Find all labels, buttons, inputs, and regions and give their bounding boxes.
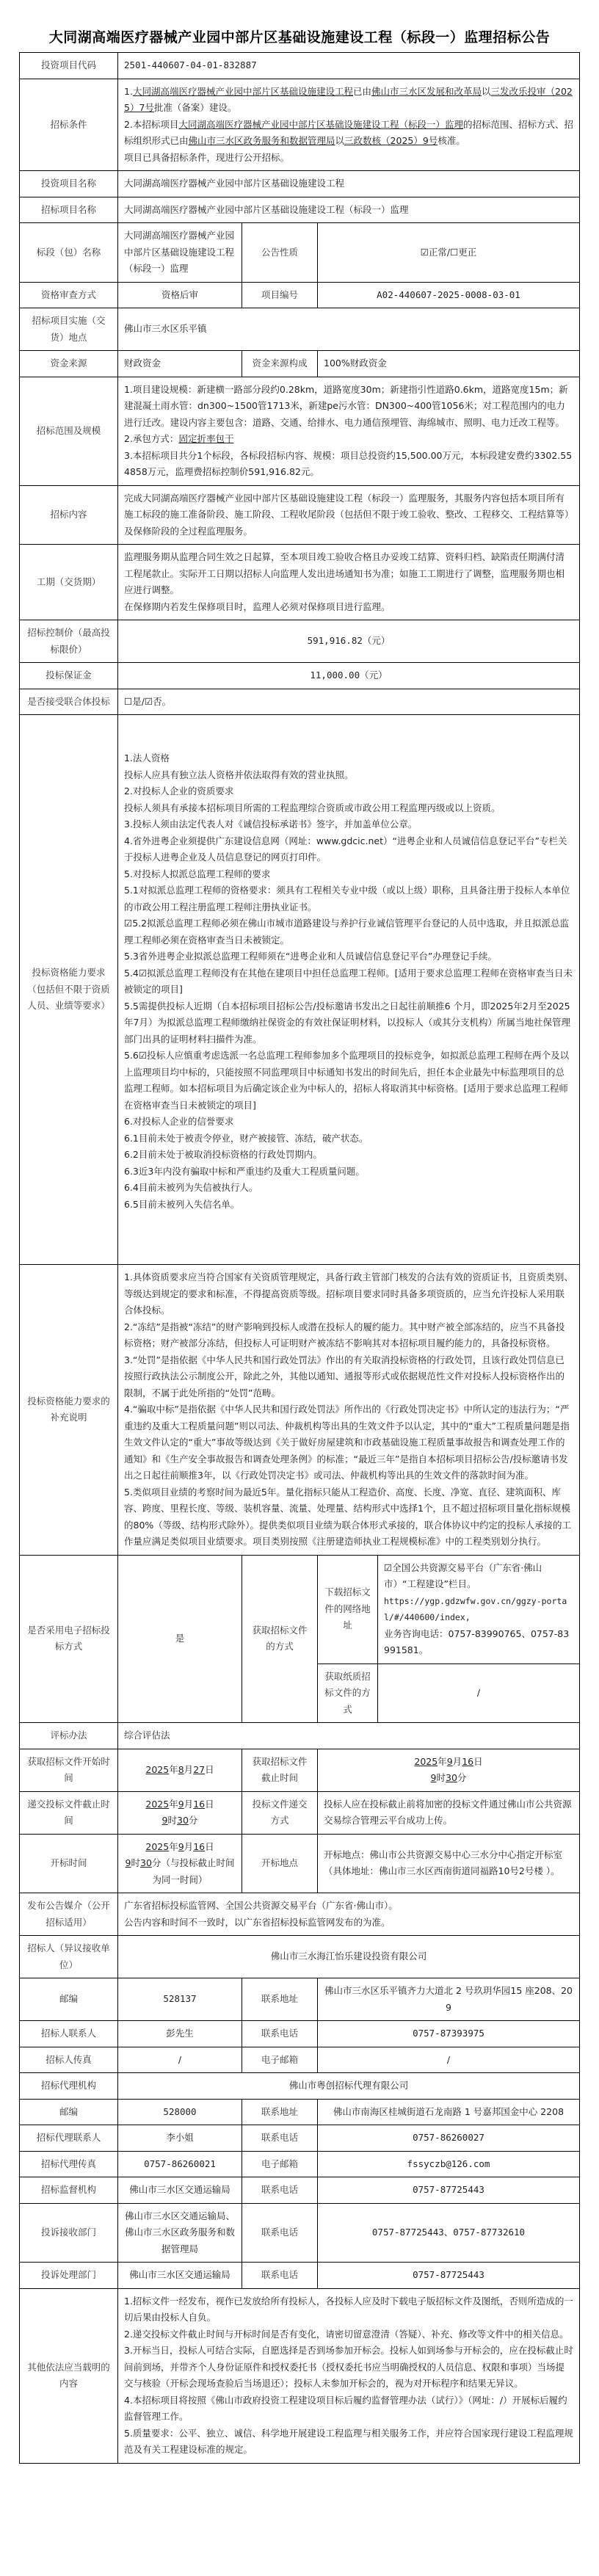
- text: 2025: [145, 1763, 170, 1775]
- download-platform: ☑全国公共资源交易平台（广东省·佛山市）“工程建设”栏目。: [384, 1561, 542, 1589]
- row-tenderer-person: [20, 2021, 580, 2047]
- notice-title: 大同湖高端医疗器械产业园中部片区基础设施建设工程（标段一）监理招标公告: [48, 29, 551, 46]
- label: 投资项目名称: [20, 171, 118, 197]
- investment-name-value: 大同湖高端医疗器械产业园中部片区基础设施建设工程: [118, 171, 580, 197]
- text: 1.: [124, 85, 133, 97]
- label: 投标资格能力要求的补充说明: [20, 1265, 118, 1556]
- label: 投诉接收部门: [20, 2203, 118, 2263]
- agency-phone: 0757-86260027: [318, 2125, 580, 2152]
- label: 获取招标文件的方式: [242, 1555, 318, 1723]
- text: （与投标截止时间为同一时间）: [152, 1857, 235, 1885]
- other-line: 5.质量要求：公平、独立、诚信、科学地开展建设工程监理与相关服务工作，并应符合国家现行建设工程监理规范及有关工程建设标准的规定。: [124, 2427, 573, 2455]
- supervision-phone: 0757-87725443: [318, 2177, 580, 2204]
- label: 联系电话: [242, 2263, 318, 2289]
- text: 三政数核（2025）9号: [344, 135, 438, 146]
- row-complaint-handle: [20, 2263, 580, 2289]
- supplement-line: 4.“骗取中标”是指依据《中华人民共和国行政处罚法》所作出的《行政处罚决定书》中所认定的违法行为；“严重违约及重大工程质量问题”则以司法、仲裁机构等出具的生效文件予以认定，其中的“重大”工程质量问题是指生效文件认定的“重大”事故等级达到《关于做好房屋建筑和市政基础设施工程质量事故报告和调查处理工作的通知》和《生产安全事故报告和调查处理条例》的标准；“最近三年”是指自本招标项目招标公告/投标邀请书发出之日起往前顺推3年，以《行政处罚决定书》或司法、仲裁机构等出具的生效文件的落款时间为准。: [124, 1404, 570, 1481]
- label: 招标范围及规模: [20, 377, 118, 485]
- label: 公告性质: [242, 223, 318, 283]
- agency-email: fssyczb@126.com: [318, 2151, 580, 2177]
- project-code-value: 2501-440607-04-01-832887: [118, 53, 580, 79]
- text: 分: [188, 1815, 198, 1826]
- label: 投诉处理部门: [20, 2263, 118, 2289]
- tender-name-value: 大同湖高端医疗器械产业园中部片区基础设施建设工程（标段一）监理: [118, 197, 580, 223]
- doc-start-date: [118, 1749, 242, 1791]
- text: 2.承包方式：: [124, 433, 179, 444]
- row-tenderer-postcode: [20, 1978, 580, 2021]
- text: 3.本招标项目共分1个标段，各标段招标内容、规模：项目总投资约15,500.00万元，本标段建安费约3302.554858万元，监理费招标控制价591,916.82元。: [124, 449, 573, 477]
- opening-place-value: 开标地点：佛山市公共资源交易中心三水分中心指定开标室（具体地址：佛山市三水区西南街道同福路10号2号楼 ）。: [318, 1834, 580, 1893]
- row-qualification: [20, 282, 580, 308]
- label: 联系电话: [242, 2021, 318, 2047]
- row-doc-time: [20, 1749, 580, 1791]
- submit-method-value: 投标人应在投标截止前将加密的投标文件通过佛山市公共资源交易综合管理云平台成功上传。: [318, 1791, 580, 1834]
- row-location: [20, 308, 580, 351]
- text: 9: [125, 1857, 131, 1868]
- funding-value: 财政资金: [118, 351, 242, 377]
- requirement-line: 2.对投标人企业的资质要求: [124, 786, 234, 797]
- supplement-line: 1.具体资质要求应当符合国家有关资质管理规定，具备行政主管部门核发的合法有效的资质证书，且资质类别、等级达到规定的要求和标准，不得提高资质等级。招标项目要求同时具备多项资质的，应当允许投标人采用联合体投标。: [124, 1271, 573, 1316]
- period-value: [118, 545, 580, 620]
- text: 9: [178, 1798, 184, 1810]
- label: 其他依法应当载明的内容: [20, 2288, 118, 2463]
- requirement-line: 6.4目前未被列为失信被执行人。: [124, 1182, 258, 1193]
- row-tenderer: [20, 1936, 580, 1978]
- text: 以: [481, 85, 491, 97]
- text: 年: [169, 1840, 178, 1852]
- text: 广东省招标投标监管网、全国公共资源交易平台（广东省·佛山市）。: [124, 1900, 398, 1911]
- text: 时: [167, 1815, 178, 1826]
- label: 项目编号: [242, 282, 318, 308]
- label: 工期（交货期）: [20, 545, 118, 620]
- requirement-line: ☑5.2拟派总监理工程师必须在佛山市城市道路建设与养护行业诚信管理平台登记的人员中选取，并且拟派总监理工程师必须在资格审查当日未被锁定。: [124, 918, 570, 946]
- consortium-checkbox: ☐是/☑否。: [118, 689, 580, 715]
- text: 大同湖高端医疗器械产业园中部片区基础设施建设工程（标段一）监理: [178, 118, 463, 130]
- text: 16: [193, 1840, 206, 1852]
- text: 2025: [414, 1755, 438, 1767]
- other-line: 3.开标当日，投标人可结合实际，自愿选择是否到场参加开标会。投标人如到场参与开标会的，应在投标截止时间前到场，并带齐个人身份证原件和授权委托书（授权委托书应当明确授权的人员信息、权限和事项）当场提交与核验（开标会现场查验后当场退还）；投标人未参加开标会的，视为对开标程序和结果无异议。: [124, 2345, 573, 2389]
- row-control-price: [20, 620, 580, 663]
- other-list: [118, 2288, 580, 2463]
- text: 9: [430, 1772, 437, 1783]
- tenderer-value: 佛山市三水海江怡乐建设投资有限公司: [118, 1936, 580, 1978]
- row-agency: [20, 2073, 580, 2100]
- label: 资金来源: [20, 351, 118, 377]
- text: 公告内容和时间不一致时，以广东省招标投标监管网发布的为准。: [124, 1916, 391, 1928]
- text: 三发改乐投审（2025）7号: [124, 85, 573, 113]
- label: 电子邮箱: [242, 2047, 318, 2073]
- label: 投资项目代码: [20, 53, 118, 79]
- row-media: [20, 1893, 580, 1936]
- row-scope: [20, 377, 580, 485]
- tenderer-person: 彭先生: [118, 2021, 242, 2047]
- label: 招标项目实施（交货）地点: [20, 308, 118, 351]
- label: 资格审查方式: [20, 282, 118, 308]
- text: 月: [184, 1840, 194, 1852]
- supplement-line: 2.“冻结”是指被“冻结”的财产影响到投标人或潜在投标人的履约能力。其中财产被全部冻结的，应当不具备投标资格；财产被部分冻结，但投标人可证明财产被冻结不影响其对本招标项目履约能力的，具备投标资格。: [124, 1321, 565, 1349]
- label: 标段（包）名称: [20, 223, 118, 283]
- label: 招标代理联系人: [20, 2125, 118, 2152]
- other-line: 1.招标文件一经发布，视作已发放给所有投标人，各投标人应及时下载电子版招标文件及图纸，否则所造成的一切后果由投标人自负。: [124, 2295, 573, 2323]
- tenderer-address: 佛山市三水区乐平镇齐力大道北 2 号玖玥华园15 座208、209: [318, 1978, 580, 2021]
- label: 联系电话: [242, 2125, 318, 2152]
- row-other: [20, 2288, 580, 2463]
- text: 日: [205, 1798, 214, 1810]
- text: 以: [335, 135, 345, 146]
- text: 年: [438, 1755, 447, 1767]
- text: 批准（备案）建设。: [153, 102, 237, 113]
- requirement-line: 5.1对拟派总监理工程师的资格要求：须具有工程相关专业中级（或以上级）职称，且具备注册于投标人本单位的市政公用工程注册监理工程师注册执业证书。: [124, 885, 570, 913]
- label: 资金来源构成: [242, 351, 318, 377]
- row-evaluation: [20, 1723, 580, 1749]
- tenderer-fax: /: [118, 2047, 242, 2073]
- requirement-line: 4.省外进粤企业须提供广东建设信息网（网址：www.gdcic.net）“进粤企业和人员诚信信息登记平台”专栏关于投标人进粤企业及人员信息登记的网页打印件。: [124, 835, 567, 863]
- other-line: 2.递交投标文件截止时间与开标时间是否有变化，请密切留意澄清（答疑）、补充、修改等文件中的相关信息。: [124, 2328, 569, 2340]
- label: 招标人联系人: [20, 2021, 118, 2047]
- download-url-link[interactable]: https://ygp.gdzwfw.gov.cn/ggzy-portal/#/440600/index,: [384, 1595, 567, 1622]
- requirement-line: 投标人须具有承接本招标项目所需的工程监理综合资质或市政公用工程监理丙级或以上资质。: [124, 802, 501, 813]
- text: 日: [473, 1755, 483, 1767]
- agency-person: 李小姐: [118, 2125, 242, 2152]
- label: 发布公告媒介（公开招标适用）: [20, 1893, 118, 1936]
- label: 电子邮箱: [242, 2151, 318, 2177]
- text: 监理服务期从监理合同生效之日起算，至本项目竣工验收合格且办妥竣工结算、资料归档、缺陷责任期满付清工程尾款止。实际开工日期以招标人向监理人发出进场通知书为准；如施工工期进行了调整，监理服务期也相应进行调整。: [124, 551, 565, 595]
- label: 招标监督机构: [20, 2177, 118, 2204]
- submit-deadline: [118, 1791, 242, 1834]
- text: 日: [205, 1840, 214, 1852]
- text: 项目已具备招标条件，现进行公开招标。: [124, 151, 290, 163]
- requirement-line: 6.3近3年内没有骗取中标和严重违约及重大工程质量问题。: [124, 1165, 365, 1177]
- requirement-line: 5.6☑投标人应慎重考虑选派一名总监理工程师参加多个监理项目的投标竞争，如拟派总监理工程师在两个及以上监理项目均中标的，只能按照不同监理项目中标通知书发出的时间先后，担任本企业最先中标监理项目的总监理工程师。如本招标项目为后确定该企业为中标人的，招标人将取消其中标资格。[适用于要求总监理工程师在资格审查当日未被锁定的项目]: [124, 1050, 570, 1111]
- row-supplement: [20, 1265, 580, 1556]
- label: 招标代理机构: [20, 2073, 118, 2100]
- conditions-value: [118, 79, 580, 171]
- label: 招标代理传真: [20, 2151, 118, 2177]
- control-price-value: 591,916.82（元）: [118, 620, 580, 663]
- label: 投标资格能力要求（包括但不限于资质人员、业绩等要求）: [20, 715, 118, 1265]
- row-electronic: [20, 1555, 580, 1663]
- location-value: 佛山市三水区乐平镇: [118, 308, 580, 351]
- content-value: 完成大同湖高端医疗器械产业园中部片区基础设施建设工程（标段一）监理服务，其服务内容包括本项目所有施工标段的施工准备阶段、施工阶段、工程收尾阶段（包括但不限于竣工验收、整改、工程移交、工程结算等）及保修阶段的全过程监理服务。: [118, 485, 580, 545]
- label: 是否接受联合体投标: [20, 689, 118, 715]
- requirement-line: 6.对投标人企业的信誉要求: [124, 1116, 234, 1127]
- label: 联系电话: [242, 2177, 318, 2204]
- row-agency-fax: [20, 2151, 580, 2177]
- supplement-list: [118, 1265, 580, 1556]
- row-investment-name: [20, 171, 580, 197]
- text: 月: [184, 1763, 194, 1775]
- label: 投标保证金: [20, 663, 118, 689]
- agency-postcode: 528000: [118, 2099, 242, 2125]
- funding-composition-value: 100%财政资金: [318, 351, 580, 377]
- consult-phone: 业务咨询电话：0757-83990765、0757-83991581。: [384, 1628, 570, 1655]
- label: 获取招标文件开始时间: [20, 1749, 118, 1791]
- label: 联系地址: [242, 1978, 318, 2021]
- tenderer-email: /: [318, 2047, 580, 2073]
- label: 下载招标文件的网络地址: [318, 1555, 378, 1663]
- row-complaint-receive: [20, 2203, 580, 2263]
- requirement-line: 5.4☑拟派总监理工程师没有在其他在建项目中担任总监理工程师。[适用于要求总监理工程师在资格审查当日未被锁定的项目]: [124, 967, 573, 995]
- text: 时: [131, 1857, 141, 1868]
- notice-nature-checkbox: ☑正常/☐更正: [318, 223, 580, 283]
- label: 招标人（异议接收单位）: [20, 1936, 118, 1978]
- label: 招标内容: [20, 485, 118, 545]
- label: 邮编: [20, 2099, 118, 2125]
- row-agency-person: [20, 2125, 580, 2152]
- row-section-name: [20, 223, 580, 283]
- text: 9: [446, 1755, 453, 1767]
- label: 获取招标文件截止时间: [242, 1749, 318, 1791]
- text: 2025: [145, 1798, 170, 1810]
- row-deposit: [20, 663, 580, 689]
- complaint-handle-phone: 0757-87725443: [318, 2263, 580, 2289]
- text: 年: [169, 1763, 178, 1775]
- text: 30: [177, 1815, 189, 1826]
- requirements-list: [118, 715, 580, 1265]
- label: 招标控制价（最高投标限价）: [20, 620, 118, 663]
- text: 大同湖高端医疗器械产业园中部片区基础设施建设工程: [132, 85, 353, 97]
- label: 获取纸质招标文件的方式: [318, 1663, 378, 1723]
- project-number-value: A02-440607-2025-0008-03-01: [318, 282, 580, 308]
- media-value: [118, 1893, 580, 1936]
- text: 的招标范围、招标方式、招标组织形式已由: [124, 118, 573, 146]
- requirement-line: 6.2目前未处于被取消投标资格的行政处罚期内。: [124, 1149, 322, 1160]
- text: 27: [193, 1763, 206, 1775]
- supplement-line: 3.“处罚”是指依据《中华人民共和国行政处罚法》作出的有关取消投标资格的行政处罚，且该行政处罚信息已按照行政执法公示制度公开，除此之外，其他以通知、通报等形式或依据规范性文件对投标人投标资格作出的限制，不属于此处所指的“处罚”范畴。: [124, 1354, 565, 1398]
- text: 固定折率包干: [178, 433, 234, 444]
- text: 分: [151, 1857, 161, 1868]
- text: 月: [184, 1798, 194, 1810]
- supplement-line: 5.类似项目业绩的考察时间为最近5年。量化指标只能从工程造价、高度、长度、净宽、直径、建筑面积、库容、跨度、里程长度、等级、装机容量、流量、处理量、结构形式中选择1个，且不超过招标项目量化指标规模的80%（等级、结构形式除外）。提供类似项目业绩为联合体形式承接的，联合体协议中约定的投标人承接的工作量应满足类似项目业绩要求。项目类别按照《注册建造师执业工程规模标准》中的工程类别划分执行。: [124, 1486, 572, 1547]
- other-line: 4.本招标项目将按照《佛山市政府投资工程建设项目标后履约监督管理办法（试行）》（网址：/）开展标后履约监督管理工作。: [124, 2394, 567, 2422]
- opening-time: [118, 1834, 242, 1893]
- text: 16: [462, 1755, 474, 1767]
- label: 开标地点: [242, 1834, 318, 1893]
- row-submit: [20, 1791, 580, 1834]
- requirement-line: 6.1目前未处于被责令停业，财产被接管、冻结，破产状态。: [124, 1132, 369, 1144]
- label: 招标人传真: [20, 2047, 118, 2073]
- requirement-line: 5.5需提供投标人近期（自本招标项目招标公告/投标邀请书发出之日起往前顺推6 个月，即2025年2月至2025年7月）为拟派总监理工程师缴纳社保资金的有效社保证明材料，以投标人（或其分支机构）所属当地社保管理部门出具的证明材料扫描件为准。: [124, 1000, 570, 1045]
- label: 投标文件递交方式: [242, 1791, 318, 1834]
- label: 开标时间: [20, 1834, 118, 1893]
- complaint-receive-phone: 0757-87725443、0757-87732610: [318, 2203, 580, 2263]
- agency-fax: 0757-86260021: [118, 2151, 242, 2177]
- text: 月: [452, 1755, 462, 1767]
- requirement-line: 3.投标人须由法定代表人对《诚信投标承诺书》签字，并加盖单位公章。: [124, 819, 418, 830]
- text: 佛山市三水区发展和改革局: [371, 85, 482, 97]
- label: 招标条件: [20, 79, 118, 171]
- tenderer-phone: 0757-87393975: [318, 2021, 580, 2047]
- requirement-line: 5.对投标人拟派总监理工程师的要求: [124, 868, 271, 879]
- requirement-line: 6.5目前未被列入失信名单。: [124, 1198, 240, 1210]
- row-project-code: [20, 53, 580, 79]
- section-name-value: 大同湖高端医疗器械产业园中部片区基础设施建设工程（标段一）监理: [118, 223, 242, 283]
- agency-value: 佛山市粤创招标代理有限公司: [118, 2073, 580, 2100]
- download-info: [378, 1555, 580, 1663]
- text: 1.项目建设规模：新建横一路部分段约0.28km，道路宽度30m；新建指引性道路0.6km，道路宽度15m；新建混凝土雨水管：dn300~1500管1713米，新建pe污水管：DN300~400管1056米；对工程范围内的电力进行迁改。建设内容主要包含：道路、交通、给排水、电力通信预埋管、海绵城市、照明、电力迁改工程等。: [124, 383, 568, 428]
- text: 30: [446, 1772, 457, 1783]
- supervision-value: 佛山市三水区交通运输局: [118, 2177, 242, 2204]
- text: 日: [205, 1763, 214, 1775]
- text: 30: [140, 1857, 152, 1868]
- label: 递交投标文件截止时间: [20, 1791, 118, 1834]
- electronic-value: 是: [118, 1555, 242, 1723]
- paper-value: /: [378, 1663, 580, 1723]
- requirement-line: 5.3省外进粤企业拟派总监理工程师须在“进粤企业和人员诚信信息登记平台”办理登记手续。: [124, 951, 497, 962]
- row-funding: [20, 351, 580, 377]
- text: 16: [193, 1798, 206, 1810]
- requirement-line: 1.法人资格: [124, 752, 170, 763]
- row-tender-name: [20, 197, 580, 223]
- row-agency-postcode: [20, 2099, 580, 2125]
- text: 分: [457, 1772, 467, 1783]
- text: 佛山市三水区政务服务和数据管理局: [188, 135, 335, 146]
- deposit-value: 11,000.00（元）: [118, 663, 580, 689]
- text: 已由: [352, 85, 371, 97]
- label: 评标办法: [20, 1723, 118, 1749]
- qualification-value: 资格后审: [118, 282, 242, 308]
- doc-end-date: [318, 1749, 580, 1791]
- requirement-line: 投标人应具有独立法人资格并依法取得有效的营业执照。: [124, 769, 354, 780]
- text: 9: [178, 1840, 184, 1852]
- row-requirements: [20, 715, 580, 1265]
- label: 是否采用电子招标投标方式: [20, 1555, 118, 1723]
- row-content: [20, 485, 580, 545]
- complaint-handle-value: 佛山市三水区交通运输局: [118, 2263, 242, 2289]
- row-tenderer-fax: [20, 2047, 580, 2073]
- text: 2.本招标项目: [124, 118, 179, 130]
- label: 招标项目名称: [20, 197, 118, 223]
- scope-value: [118, 377, 580, 485]
- row-supervision: [20, 2177, 580, 2204]
- text: 年: [169, 1798, 178, 1810]
- tenderer-postcode: 528137: [118, 1978, 242, 2021]
- row-consortium: [20, 689, 580, 715]
- text: 时: [436, 1772, 446, 1783]
- text: 2025: [145, 1840, 170, 1852]
- contract-mode: [124, 431, 573, 448]
- row-opening: [20, 1834, 580, 1893]
- row-conditions: [20, 79, 580, 171]
- text: 核准。: [438, 135, 465, 146]
- notice-table: [19, 52, 580, 2464]
- complaint-receive-value: 佛山市三水区交通运输局、佛山市三水区政务服务和数据管理局: [118, 2203, 242, 2263]
- label: 联系电话: [242, 2203, 318, 2263]
- label: 联系地址: [242, 2099, 318, 2125]
- evaluation-value: 综合评估法: [118, 1723, 580, 1749]
- text: 8: [178, 1763, 184, 1775]
- agency-address: 佛山市南海区桂城街道石龙南路 1 号嘉邦国金中心 2208: [318, 2099, 580, 2125]
- text: 在保修期内若发生保修项目时，监理人必须对保修项目进行监理。: [124, 601, 391, 612]
- text: 9: [161, 1815, 168, 1826]
- label: 邮编: [20, 1978, 118, 2021]
- row-period: [20, 545, 580, 620]
